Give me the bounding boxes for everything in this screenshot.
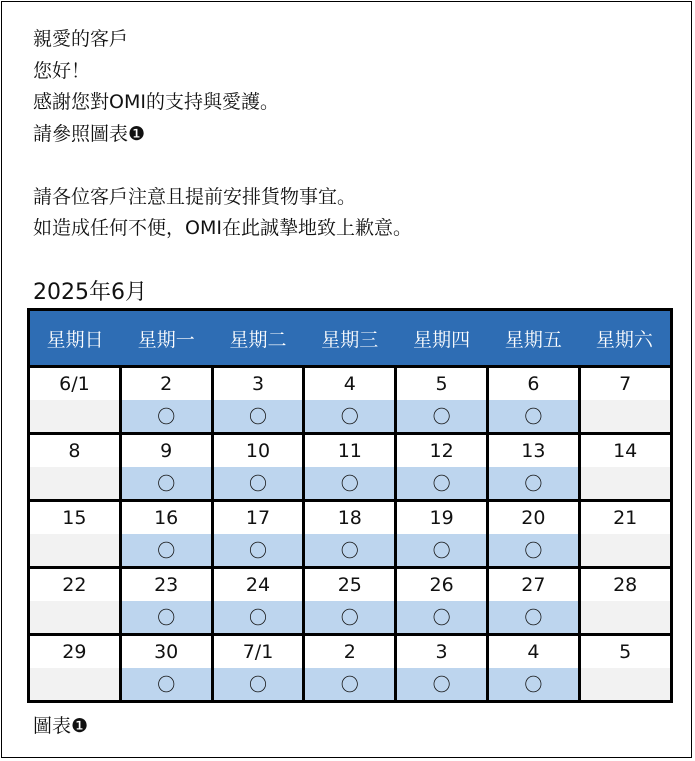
calendar-day-number: 3 [212, 367, 304, 401]
calendar-day-number: 27 [487, 568, 579, 602]
weekday-mon: 星期一 [120, 310, 212, 367]
weekday-wed: 星期三 [304, 310, 396, 367]
letter-see-chart: 請參照圖表❶ [33, 122, 146, 145]
calendar-day-number: 11 [304, 434, 396, 468]
calendar-table [27, 308, 673, 703]
letter-apology: 如造成任何不便，OMI在此誠摯地致上歉意。 [33, 217, 412, 239]
calendar-day-marked: 〇 [487, 601, 579, 635]
letter-arrange-notice: 請各位客戶注意且提前安排貨物事宜。 [33, 185, 357, 208]
weekday-fri: 星期五 [487, 310, 579, 367]
calendar-day-marked: 〇 [212, 668, 304, 702]
calendar-day-marked: 〇 [396, 400, 488, 434]
calendar-day-number: 2 [120, 367, 212, 401]
calendar-day-number: 4 [304, 367, 396, 401]
calendar-day-marked: 〇 [212, 534, 304, 568]
calendar-day-unmarked [29, 400, 121, 434]
calendar-day-unmarked [29, 467, 121, 501]
weekday-tue: 星期二 [212, 310, 304, 367]
calendar-day-number: 9 [120, 434, 212, 468]
letter-hello: 您好！ [33, 59, 91, 82]
calendar-mark-row [29, 534, 672, 568]
calendar-mark-row [29, 467, 672, 501]
calendar-day-number: 15 [29, 501, 121, 535]
weekday-sat: 星期六 [579, 310, 671, 367]
calendar-day-marked: 〇 [487, 534, 579, 568]
calendar-day-marked: 〇 [304, 467, 396, 501]
calendar-day-marked: 〇 [487, 668, 579, 702]
weekday-sun: 星期日 [29, 310, 121, 367]
calendar-day-number: 4 [487, 635, 579, 669]
calendar-day-marked: 〇 [396, 534, 488, 568]
calendar-mark-row [29, 601, 672, 635]
calendar-day-unmarked [579, 400, 671, 434]
calendar-week-row [29, 635, 672, 669]
calendar-mark-row [29, 400, 672, 434]
notice-letter [33, 24, 412, 245]
calendar-day-marked: 〇 [304, 400, 396, 434]
calendar-day-unmarked [29, 601, 121, 635]
calendar-day-marked: 〇 [396, 668, 488, 702]
notice-frame [1, 1, 692, 758]
calendar-day-number: 8 [29, 434, 121, 468]
calendar-day-number: 13 [487, 434, 579, 468]
calendar-day-number: 14 [579, 434, 671, 468]
chart-caption: 圖表❶ [33, 715, 89, 737]
calendar-day-number: 22 [29, 568, 121, 602]
calendar-day-unmarked [29, 534, 121, 568]
calendar-day-marked: 〇 [304, 668, 396, 702]
calendar-day-unmarked [579, 467, 671, 501]
calendar-day-number: 7/1 [212, 635, 304, 669]
calendar-day-number: 30 [120, 635, 212, 669]
calendar-day-marked: 〇 [120, 400, 212, 434]
calendar-day-number: 18 [304, 501, 396, 535]
calendar-day-number: 3 [396, 635, 488, 669]
calendar-day-number: 21 [579, 501, 671, 535]
calendar-day-marked: 〇 [120, 668, 212, 702]
calendar-mark-row [29, 668, 672, 702]
calendar-day-number: 6 [487, 367, 579, 401]
calendar-day-number: 2 [304, 635, 396, 669]
calendar-day-number: 29 [29, 635, 121, 669]
calendar-day-marked: 〇 [120, 534, 212, 568]
calendar-day-number: 17 [212, 501, 304, 535]
calendar-week-row [29, 501, 672, 535]
calendar-day-marked: 〇 [212, 467, 304, 501]
calendar-week-row [29, 367, 672, 401]
calendar-header-row [29, 310, 672, 367]
calendar-day-number: 26 [396, 568, 488, 602]
calendar-day-marked: 〇 [212, 400, 304, 434]
calendar-day-number: 5 [396, 367, 488, 401]
calendar-day-number: 25 [304, 568, 396, 602]
calendar-day-marked: 〇 [487, 400, 579, 434]
calendar-day-marked: 〇 [120, 601, 212, 635]
calendar-week-row [29, 434, 672, 468]
calendar-month-label: 2025年6月 [33, 280, 147, 305]
calendar-day-marked: 〇 [396, 467, 488, 501]
calendar-day-marked: 〇 [304, 534, 396, 568]
weekday-thu: 星期四 [396, 310, 488, 367]
calendar-day-marked: 〇 [212, 601, 304, 635]
calendar-day-number: 7 [579, 367, 671, 401]
calendar-day-number: 24 [212, 568, 304, 602]
calendar-day-number: 12 [396, 434, 488, 468]
calendar-day-number: 19 [396, 501, 488, 535]
letter-thanks: 感謝您對OMI的支持與愛護。 [33, 91, 279, 113]
calendar-day-number: 10 [212, 434, 304, 468]
calendar-day-marked: 〇 [396, 601, 488, 635]
calendar-day-unmarked [29, 668, 121, 702]
calendar-day-marked: 〇 [120, 467, 212, 501]
calendar-day-unmarked [579, 601, 671, 635]
calendar-day-number: 28 [579, 568, 671, 602]
calendar-day-number: 16 [120, 501, 212, 535]
calendar-day-number: 5 [579, 635, 671, 669]
calendar-day-unmarked [579, 534, 671, 568]
calendar-day-marked: 〇 [304, 601, 396, 635]
calendar-week-row [29, 568, 672, 602]
calendar-day-number: 20 [487, 501, 579, 535]
calendar-body [29, 367, 672, 702]
letter-greeting: 親愛的客戶 [33, 28, 129, 50]
calendar-day-number: 23 [120, 568, 212, 602]
calendar-day-unmarked [579, 668, 671, 702]
letter-blank-line [33, 150, 412, 182]
calendar-day-number: 6/1 [29, 367, 121, 401]
calendar-day-marked: 〇 [487, 467, 579, 501]
